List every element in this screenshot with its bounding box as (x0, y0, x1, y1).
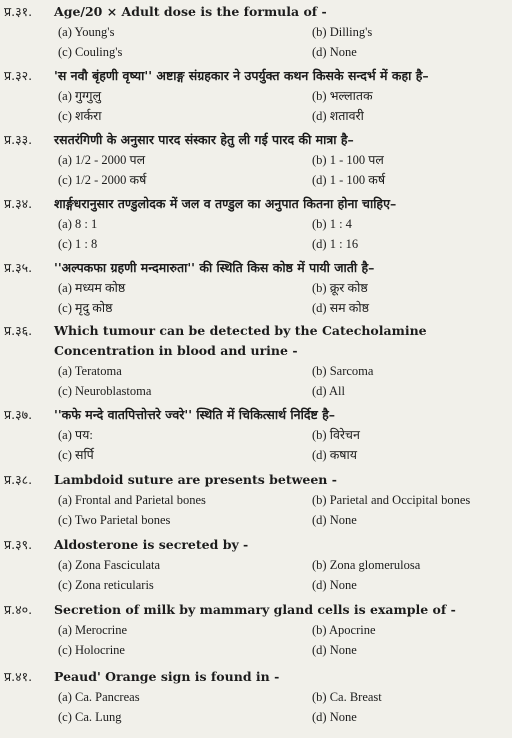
question-text: शार्ङ्गधरानुसार तण्डुलोदक में जल व तण्डुल का अनुपात कितना होना चाहिए– (54, 196, 397, 211)
options (58, 22, 512, 62)
option-d: (d) शतावरी (312, 109, 364, 123)
question-37 (0, 405, 512, 465)
question-text: Lambdoid suture are presents between - (54, 472, 337, 487)
question-34 (0, 194, 512, 254)
option-d: (d) None (312, 578, 357, 592)
option-a: (a) Zona Fasciculata (58, 558, 161, 572)
option-c: (c) सर्पि (58, 448, 94, 462)
option-b: (b) Apocrine (312, 623, 376, 637)
options (58, 555, 512, 595)
options (58, 214, 512, 254)
question-number: प्र.३५. (4, 260, 33, 275)
option-b: (b) 1 - 100 पल (312, 153, 384, 167)
option-a: (a) Young's (58, 25, 115, 39)
options (58, 425, 512, 465)
question-38 (0, 470, 512, 530)
options (58, 86, 512, 126)
option-c: (c) 1 : 8 (58, 237, 98, 251)
option-b: (b) क्रूर कोष्ठ (312, 281, 368, 295)
question-number: प्र.३७. (4, 407, 33, 422)
option-d: (d) None (312, 513, 357, 527)
option-d: (d) None (312, 45, 357, 59)
option-d: (d) 1 : 16 (312, 237, 359, 251)
options (58, 490, 512, 530)
question-number: प्र.३१. (4, 4, 33, 19)
option-d: (d) None (312, 710, 357, 724)
question-32 (0, 66, 512, 126)
option-b: (b) Sarcoma (312, 364, 374, 378)
option-b: (b) भल्लातक (312, 89, 373, 103)
question-text: Secretion of milk by mammary gland cells is example of - (54, 602, 456, 617)
option-b: (b) Ca. Breast (312, 690, 382, 704)
option-c: (c) Holocrine (58, 643, 125, 657)
option-c: (c) 1/2 - 2000 कर्ष (58, 173, 147, 187)
question-text: 'स नवौ बृंहणी वृष्या'' अष्टाङ्ग संग्रहकार ने उपर्युक्त कथन किसके सन्दर्भ में कहा है– (54, 68, 429, 83)
option-a: (a) Merocrine (58, 623, 128, 637)
question-text: ''कफे मन्दे वातपित्तोत्तरे ज्वरे'' स्थिति में चिकित्सार्थ निर्दिष्ट है– (54, 407, 335, 422)
option-d: (d) 1 - 100 कर्ष (312, 173, 386, 187)
option-b: (b) विरेचन (312, 428, 360, 442)
option-a: (a) Frontal and Parietal bones (58, 493, 206, 507)
option-d: (d) कषाय (312, 448, 358, 462)
question-number: प्र.३३. (4, 132, 33, 147)
options (58, 620, 512, 660)
option-c: (c) Zona reticularis (58, 578, 154, 592)
option-c: (c) Two Parietal bones (58, 513, 171, 527)
option-c: (c) मृदु कोष्ठ (58, 301, 113, 315)
option-a: (a) मध्यम कोष्ठ (58, 281, 126, 295)
question-text: Age/20 × Adult dose is the formula of - (54, 4, 327, 19)
question-number: प्र.३९. (4, 537, 33, 552)
question-40 (0, 600, 512, 660)
option-c: (c) Couling's (58, 45, 123, 59)
option-b: (b) Zona glomerulosa (312, 558, 421, 572)
option-d: (d) All (312, 384, 345, 398)
option-d: (d) None (312, 643, 357, 657)
question-number: प्र.४१. (4, 669, 33, 684)
question-text: Aldosterone is secreted by - (54, 537, 249, 552)
question-number: प्र.४०. (4, 602, 33, 617)
option-b: (b) 1 : 4 (312, 217, 352, 231)
question-text: रसतरंगिणी के अनुसार पारद संस्कार हेतु ली गई पारद की मात्रा है– (54, 132, 354, 147)
option-c: (c) शर्करा (58, 109, 102, 123)
question-number: प्र.३४. (4, 196, 33, 211)
option-d: (d) सम कोष्ठ (312, 301, 369, 315)
option-c: (c) Ca. Lung (58, 710, 122, 724)
option-b: (b) Parietal and Occipital bones (312, 493, 471, 507)
option-c: (c) Neuroblastoma (58, 384, 152, 398)
question-31 (0, 2, 512, 62)
option-a: (a) Ca. Pancreas (58, 690, 140, 704)
options (58, 150, 512, 190)
option-b: (b) Dilling's (312, 25, 373, 39)
question-text: Which tumour can be detected by the Catecholamine Concentration in blood and urine - (54, 323, 427, 358)
question-39 (0, 535, 512, 595)
question-41 (0, 667, 512, 727)
options (58, 361, 512, 401)
question-number: प्र.३२. (4, 68, 33, 83)
option-a: (a) Teratoma (58, 364, 122, 378)
question-35 (0, 258, 512, 318)
option-a: (a) पय: (58, 428, 93, 442)
question-text: Peaud' Orange sign is found in - (54, 669, 280, 684)
question-36 (0, 321, 512, 401)
question-number: प्र.३६. (4, 323, 33, 338)
option-a: (a) गुग्गुलु (58, 89, 102, 103)
option-a: (a) 8 : 1 (58, 217, 98, 231)
option-a: (a) 1/2 - 2000 पल (58, 153, 146, 167)
question-33 (0, 130, 512, 190)
options (58, 687, 512, 727)
question-number: प्र.३८. (4, 472, 33, 487)
options (58, 278, 512, 318)
question-text: ''अल्पकफा ग्रहणी मन्दमारुता'' की स्थिति किस कोष्ठ में पायी जाती है– (54, 260, 375, 275)
